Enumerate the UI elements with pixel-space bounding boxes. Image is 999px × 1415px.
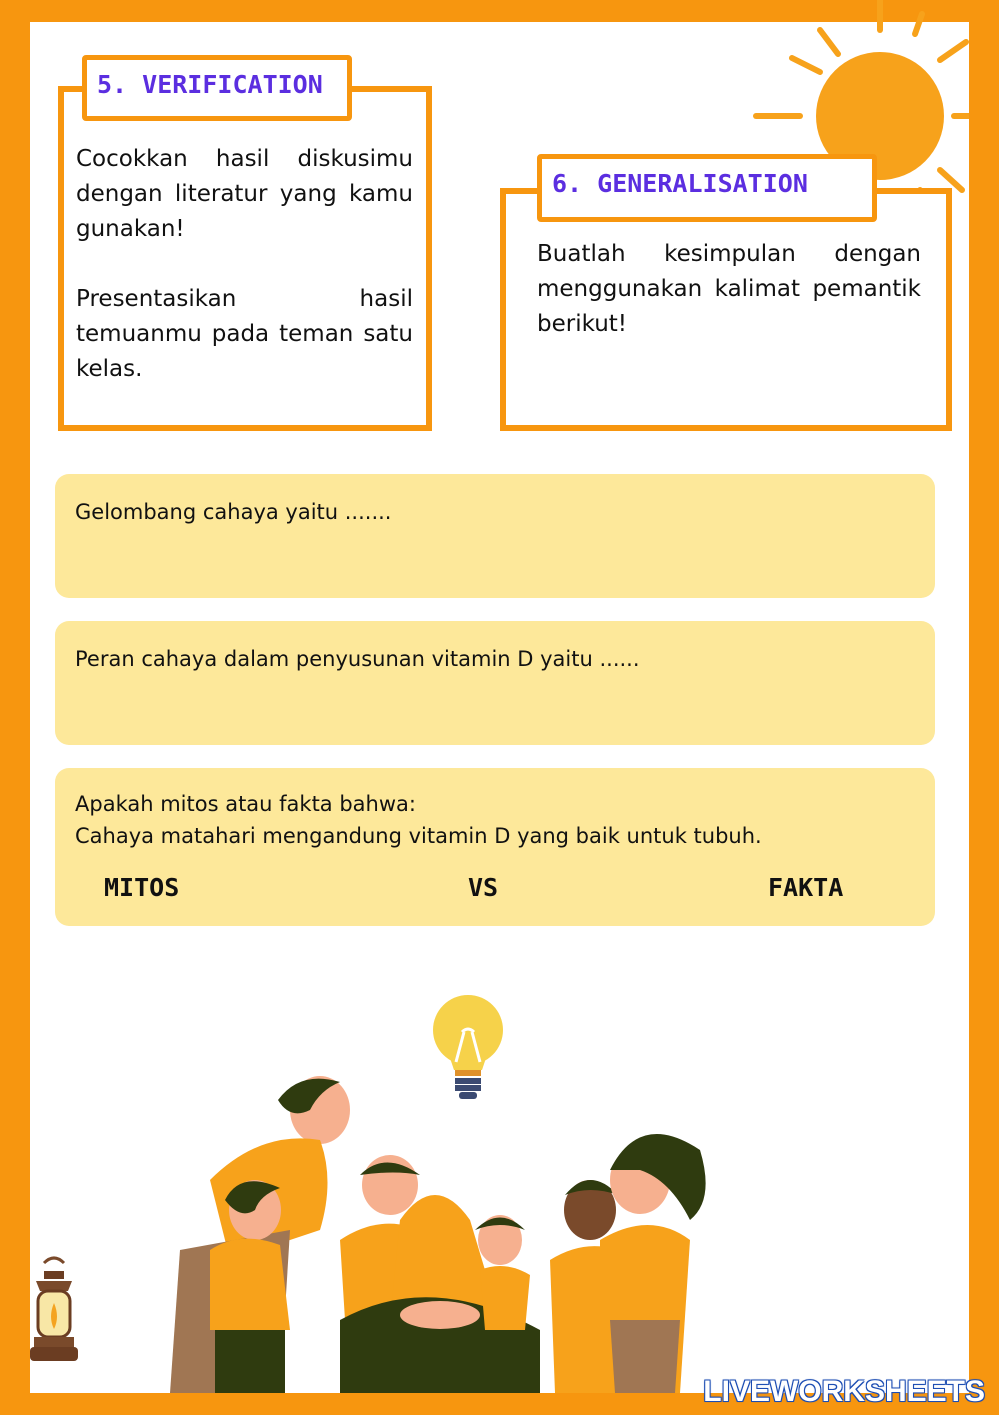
verification-paragraph-2: Presentasikan hasil temuanmu pada teman satu kelas. [76,286,413,382]
generalisation-paragraph-1: Buatlah kesimpulan dengan menggunakan kalimat pemantik berikut! [537,241,921,337]
prompt-myth-fact-question: Apakah mitos atau fakta bahwa: [75,792,416,816]
lantern-icon [24,1255,84,1375]
choice-fakta[interactable]: FAKTA [768,873,844,902]
generalisation-title: 6. GENERALISATION [537,154,877,222]
choice-vs: VS [468,873,499,902]
verification-title: 5. VERIFICATION [82,55,352,121]
prompt-vitamin-d: Peran cahaya dalam penyusunan vitamin D yaitu ...... [75,647,640,671]
answer-box-light-wave[interactable] [55,474,935,598]
prompt-myth-fact-statement: Cahaya matahari mengandung vitamin D yang baik untuk tubuh. [75,824,762,848]
verification-text [76,142,413,387]
choice-mitos[interactable]: MITOS [104,873,180,902]
liveworksheets-logo [703,1375,985,1409]
answer-box-myth-fact [55,768,935,926]
people-group-illustration [170,1070,730,1393]
answer-box-vitamin-d[interactable] [55,621,935,745]
liveworksheets-text: LIVEWORKSHEETS [703,1375,985,1408]
prompt-light-wave: Gelombang cahaya yaitu ....... [75,500,392,524]
generalisation-text [537,237,921,342]
verification-paragraph-1: Cocokkan hasil diskusimu dengan literatur yang kamu gunakan! [76,146,413,242]
